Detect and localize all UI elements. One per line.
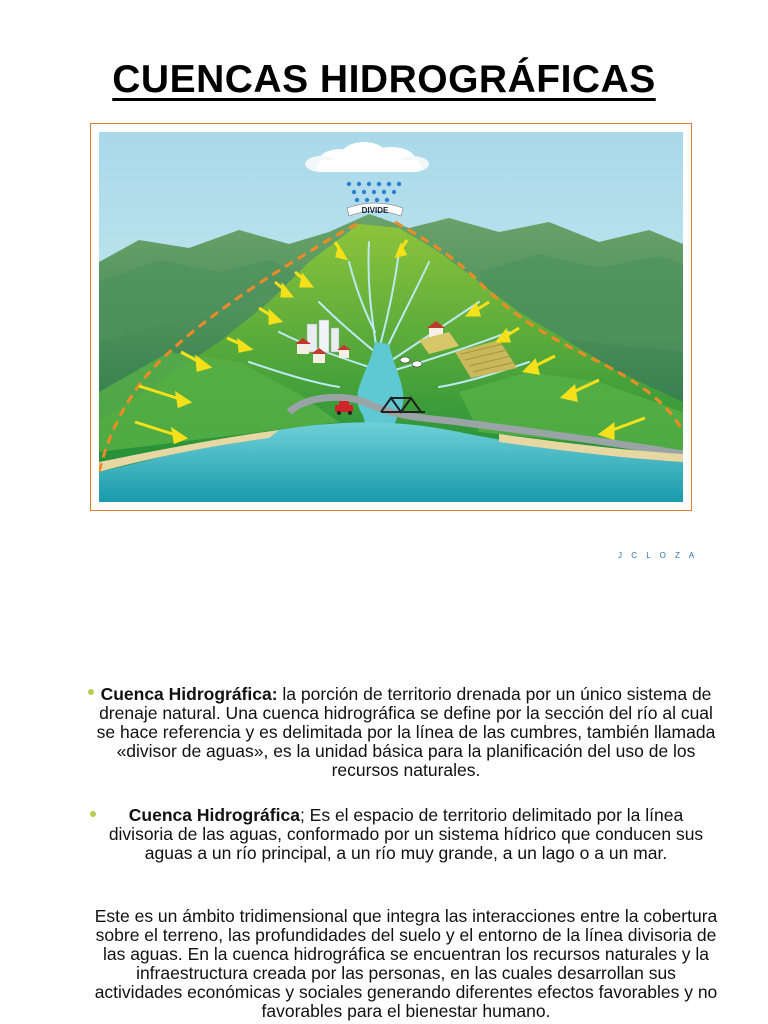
paragraph-term: Cuenca Hidrográfica: — [100, 684, 278, 704]
paragraph-text: la porción de territorio drenada por un único sistema de drenaje natural. Una cuenca hidrográfica se define por la sección del río al cual se hace referencia y es delimitada por la línea de las cumbres, también llamada «divisor de aguas», es la unidad básica para la planificación del uso de los recursos naturales. — [96, 684, 716, 780]
watershed-illustration — [99, 132, 683, 502]
paragraph-definition-2 — [96, 806, 716, 863]
author-credit: J C L O Z A — [618, 551, 698, 560]
watershed-illustration-frame — [90, 123, 692, 511]
paragraph-description — [92, 907, 720, 1021]
bullet-icon — [88, 689, 94, 695]
paragraph-text: Este es un ámbito tridimensional que integra las interacciones entre la cobertura sobre el terreno, las profundidades del suelo y el entorno de la línea divisoria de las aguas. En la cuenca hidrográfica se encuentran los recursos naturales y la infraestructura creada por las personas, en las cuales desarrollan sus actividades económicas y sociales generando diferentes efectos favorables y no favorables para el bienestar humano. — [94, 906, 718, 1021]
page-title: CUENCAS HIDROGRÁFICAS — [112, 58, 656, 101]
svg-text:DIVIDE: DIVIDE — [361, 206, 389, 215]
paragraph-term: Cuenca Hidrográfica — [128, 805, 300, 825]
paragraph-text: ; Es el espacio de territorio delimitado por la línea divisoria de las aguas, conformado por un sistema hídrico que conducen sus aguas a un río principal, a un río muy grande, a un lago o a un mar. — [108, 805, 704, 863]
paragraph-definition-1 — [96, 685, 716, 780]
